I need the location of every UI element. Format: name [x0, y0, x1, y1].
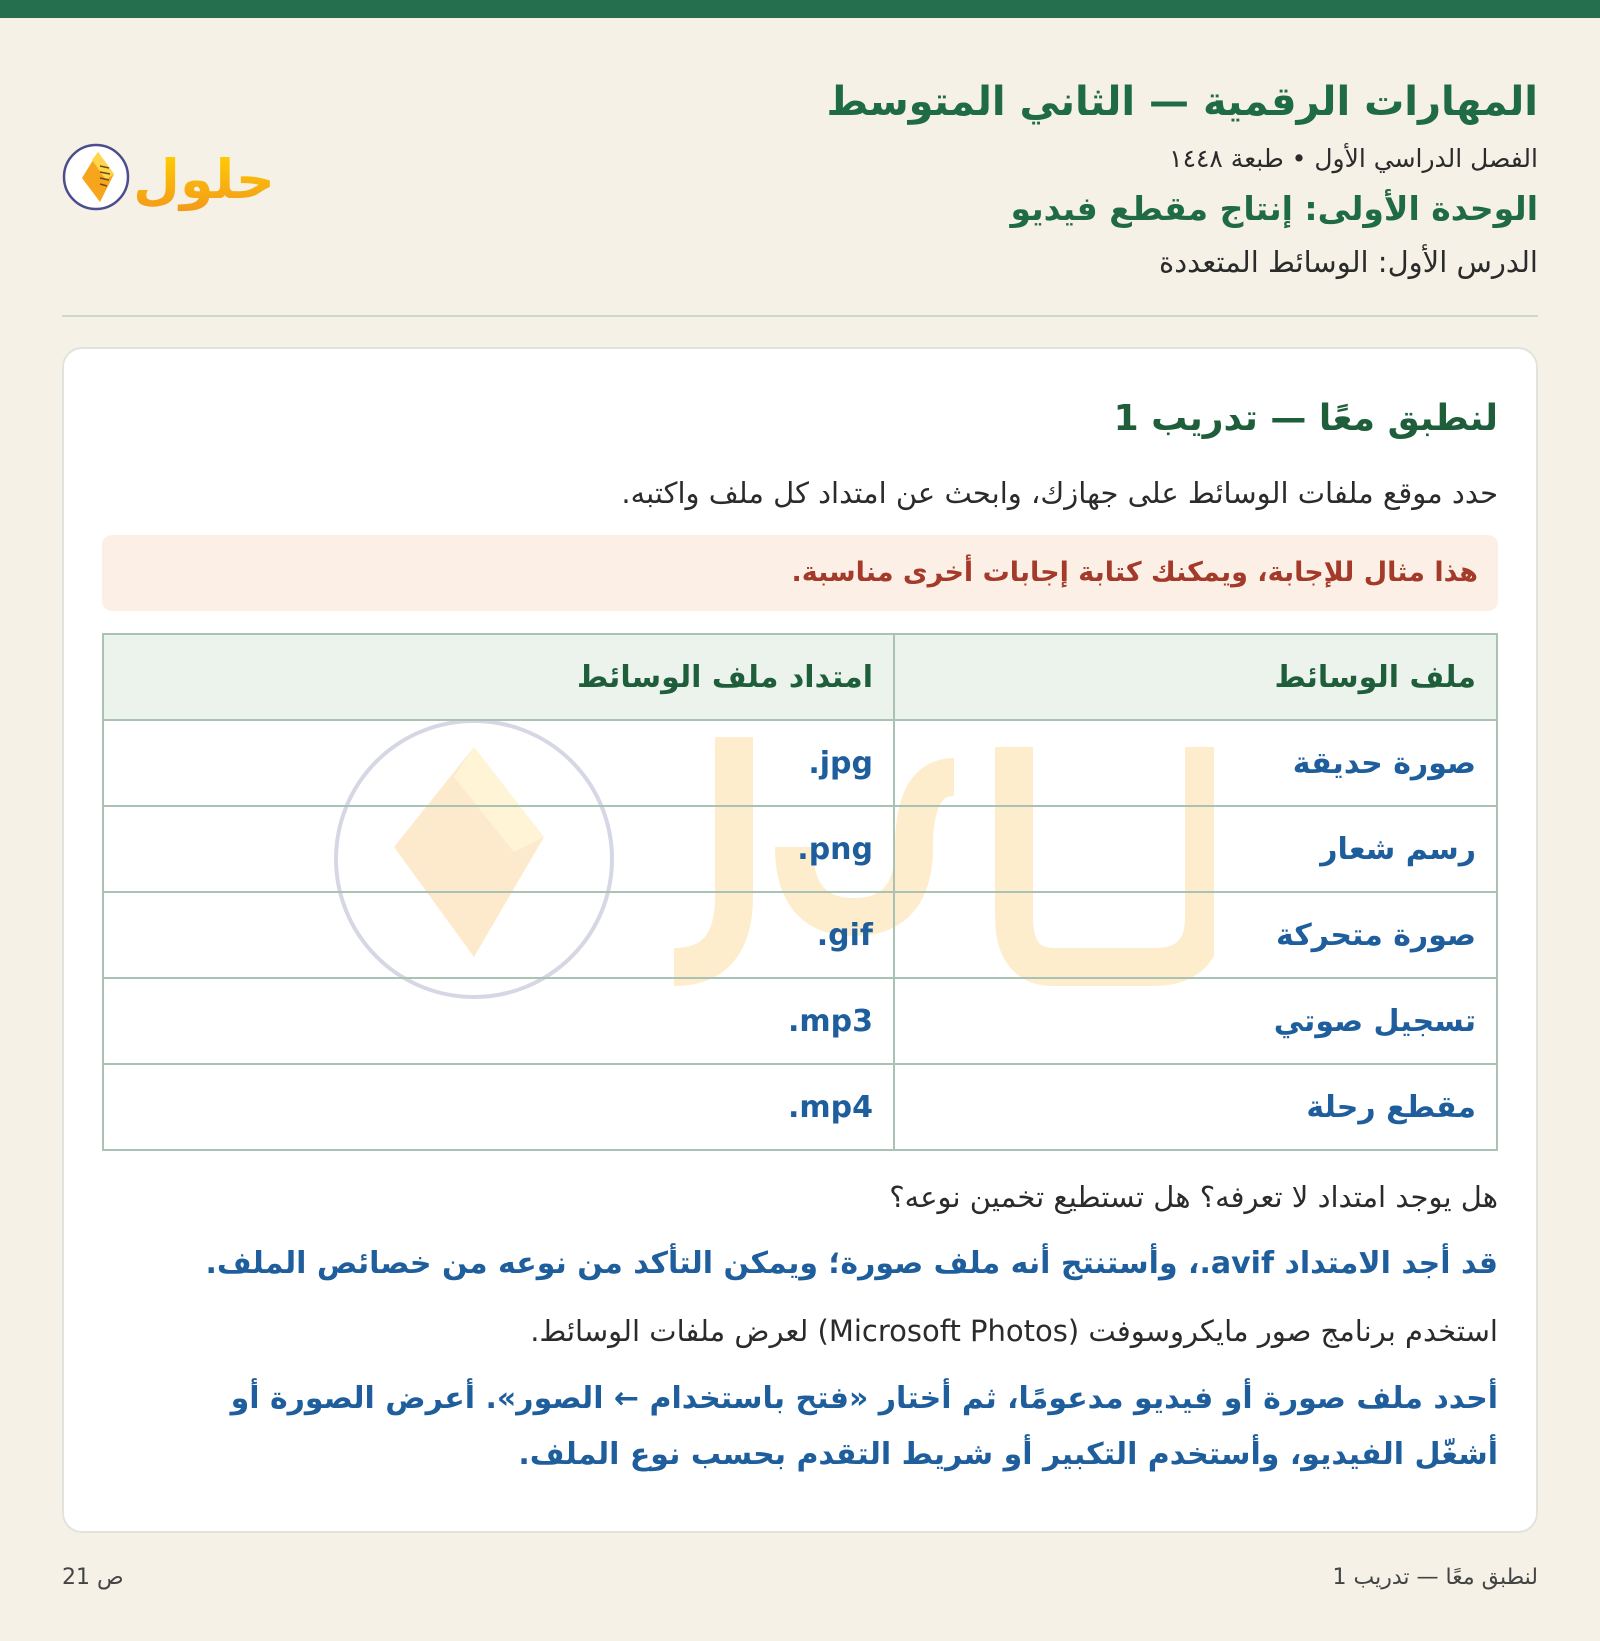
top-accent-bar [0, 0, 1600, 18]
media-file-cell: مقطع رحلة [894, 1064, 1497, 1150]
table-row [103, 1064, 1497, 1150]
table-header-row [103, 634, 1497, 720]
answer-microsoft-photos: أحدد ملف صورة أو فيديو مدعومًا، ثم أختار «فتح باستخدام ← الصور». أعرض الصورة أو أشغّل الفيديو، وأستخدم التكبير أو شريط التقدم بحسب نوع الملف. [230, 1381, 1498, 1472]
media-file-cell: صورة حديقة [894, 720, 1497, 806]
extension-cell: .png [103, 806, 894, 892]
answer-unknown-extension: قد أجد الامتداد avif.، وأستنتج أنه ملف صورة؛ ويمكن التأكد من نوعه من خصائص الملف. [205, 1246, 1498, 1281]
page-header [62, 70, 1538, 320]
header-text-block [826, 70, 1538, 288]
table-row [103, 720, 1497, 806]
lesson-title: الدرس الأول: الوسائط المتعددة [1159, 245, 1538, 279]
extension-cell: .gif [103, 892, 894, 978]
exercise-title: لنطبق معًا — تدريب 1 [1113, 398, 1498, 439]
header-divider [62, 315, 1538, 317]
media-file-cell: تسجيل صوتي [894, 978, 1497, 1064]
footer-section-label: لنطبق معًا — تدريب 1 [1332, 1565, 1538, 1590]
extension-cell: .jpg [103, 720, 894, 806]
extension-cell: .mp3 [103, 978, 894, 1064]
answer-note-box [102, 535, 1498, 611]
table-row [103, 806, 1497, 892]
footer-page-number: ص 21 [62, 1565, 124, 1590]
question-microsoft-photos: استخدم برنامج صور مايكروسوفت (Microsoft Photos) لعرض ملفات الوسائط. [530, 1314, 1498, 1348]
table-row [103, 892, 1497, 978]
header-extension: امتداد ملف الوسائط [103, 634, 894, 720]
exercise-instruction: حدد موقع ملفات الوسائط على جهازك، وابحث عن امتداد كل ملف واكتبه. [621, 476, 1498, 510]
question-unknown-extension: هل يوجد امتداد لا تعرفه؟ هل تستطيع تخمين نوعه؟ [889, 1180, 1498, 1214]
exercise-card [62, 347, 1538, 1533]
answer-note-text: هذا مثال للإجابة، ويمكنك كتابة إجابات أخرى مناسبة. [791, 557, 1478, 588]
media-file-cell: صورة متحركة [894, 892, 1497, 978]
edition-line: الفصل الدراسي الأول • طبعة ١٤٤٨ [1169, 144, 1538, 173]
media-extensions-table [102, 633, 1498, 1151]
unit-title: الوحدة الأولى: إنتاج مقطع فيديو [1010, 189, 1538, 228]
hulul-logo [62, 132, 282, 222]
extension-cell: .mp4 [103, 1064, 894, 1150]
table-row [103, 978, 1497, 1064]
logo-wordmark: حلول [133, 148, 275, 211]
book-title: المهارات الرقمية — الثاني المتوسط [826, 79, 1538, 125]
media-file-cell: رسم شعار [894, 806, 1497, 892]
header-media-file: ملف الوسائط [894, 634, 1497, 720]
